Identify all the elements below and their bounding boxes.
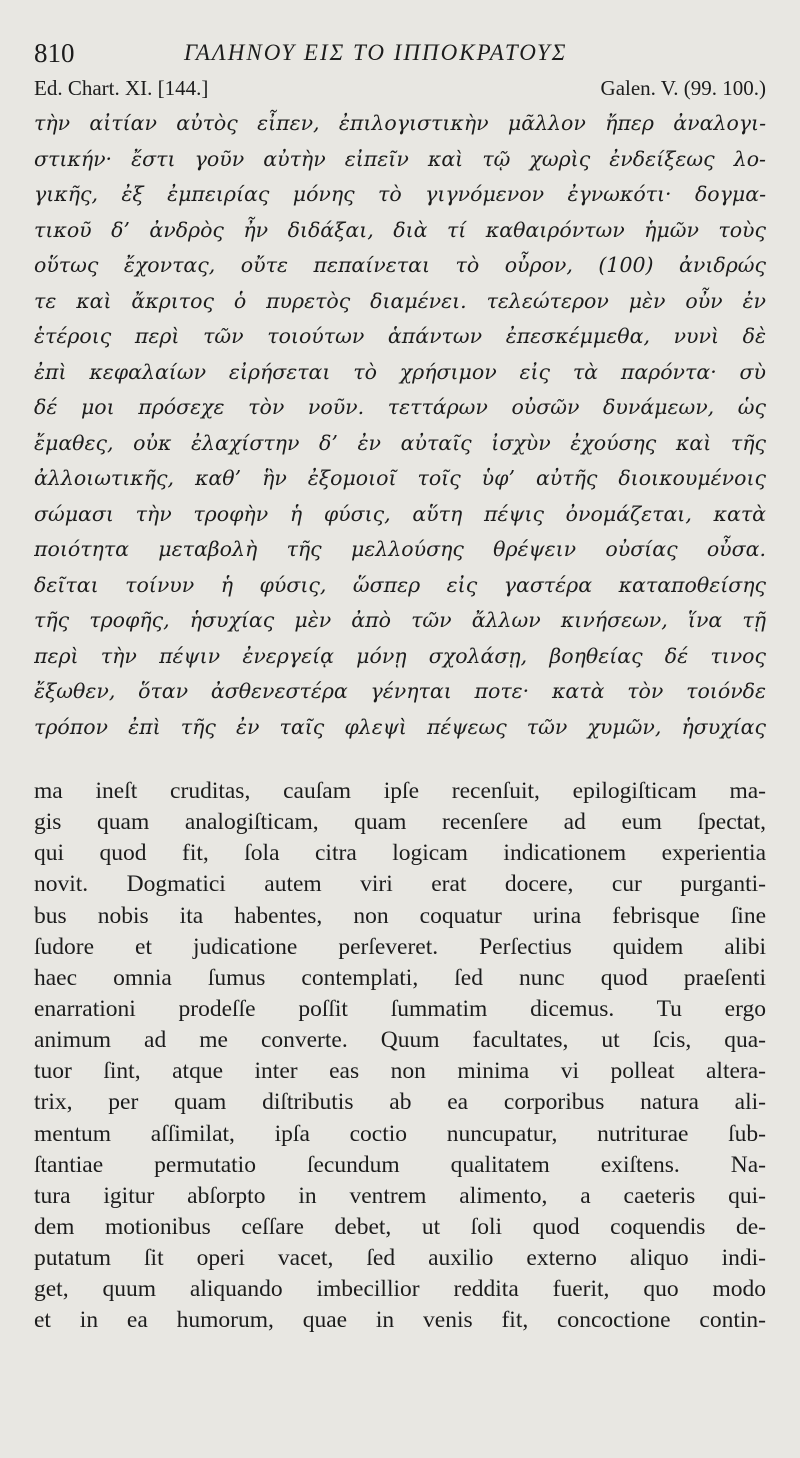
greek-text-line: τικοῦ δ’ ἀνδρὸς ἦν διδάξαι, διὰ τί καθαιρόντων ἡμῶν τοὺς xyxy=(34,217,766,242)
greek-text-line: τὴν αἰτίαν αὐτὸς εἶπεν, ἐπιλογιστικὴν μᾶλλον ἤπερ ἀναλογι- xyxy=(34,111,766,135)
latin-text-line: animum ad me converte. Quum facultates, ut ſcis, qua- xyxy=(34,1027,766,1054)
greek-text-line: σώμασι τὴν τροφὴν ἡ φύσις, αὕτη πέψις ὀνομάζεται, κατὰ xyxy=(34,501,766,526)
greek-text-line: ἔμαθες, οὐκ ἐλαχίστην δ’ ἐν αὐταῖς ἰσχὺν ἐχούσης καὶ τῆς xyxy=(34,430,766,455)
greek-text-line: γικῆς, ἐξ ἐμπειρίας μόνης τὸ γιγνόμενον ἐγνωκότι· δογμα- xyxy=(34,182,766,206)
latin-text-line: get, quum aliquando imbecillior reddita fuerit, quo modo xyxy=(34,1276,766,1303)
latin-text-line: dem motionibus ceſſare debet, ut ſoli quod coquendis de- xyxy=(34,1213,766,1240)
latin-text-line: ſudore et judicatione perſeveret. Perſectius quidem alibi xyxy=(34,933,766,960)
latin-text-line: gis quam analogiſticam, quam recenſere ad eum ſpectat, xyxy=(34,809,766,836)
page-number: 810 xyxy=(34,38,75,68)
edition-references xyxy=(34,76,766,104)
greek-text-line: ἑτέροις περὶ τῶν τοιούτων ἁπάντων ἐπεσκέμμεθα, νυνὶ δὲ xyxy=(34,324,766,348)
edition-ref-left: Ed. Chart. XI. [144.] xyxy=(34,76,209,100)
greek-text-block xyxy=(34,106,766,745)
latin-text-line: tuor ſint, atque inter eas non minima vi polleat altera- xyxy=(34,1058,766,1085)
greek-text-line: δεῖται τοίνυν ἡ φύσις, ὥσπερ εἰς γαστέρα καταποθείσης xyxy=(34,572,766,597)
latin-text-block xyxy=(34,776,766,1337)
page-header xyxy=(34,38,766,72)
greek-text-line: περὶ τὴν πέψιν ἐνεργείᾳ μόνῃ σχολάσῃ, βοηθείας δέ τινος xyxy=(34,643,766,668)
latin-text-line: putatum ſit operi vacet, ſed auxilio externo aliquo indi- xyxy=(34,1245,766,1272)
latin-text-line: bus nobis ita habentes, non coquatur urina febrisque ſine xyxy=(34,902,766,929)
latin-text-line: enarrationi prodeſſe poſſit ſummatim dicemus. Tu ergo xyxy=(34,995,766,1022)
latin-text-line: novit. Dogmatici autem viri erat docere, cur purganti- xyxy=(34,871,766,898)
latin-text-line: ma ineſt cruditas, cauſam ipſe recenſuit, epilogiſticam ma- xyxy=(34,778,766,804)
greek-text-line: ἔξωθεν, ὅταν ἀσθενεστέρα γένηται ποτε· κατὰ τὸν τοιόνδε xyxy=(34,679,766,703)
greek-text-line: δέ μοι πρόσεχε τὸν νοῦν. τεττάρων οὐσῶν δυνάμεων, ὡς xyxy=(34,395,766,419)
latin-text-line: haec omnia ſumus contemplati, ſed nunc quod praeſenti xyxy=(34,964,766,991)
greek-text-line: τῆς τροφῆς, ἡσυχίας μὲν ἀπὸ τῶν ἄλλων κινήσεων, ἵνα τῇ xyxy=(34,608,766,632)
latin-text-line: trix, per quam diſtributis ab ea corporibus natura ali- xyxy=(34,1089,766,1116)
latin-text-line: et in ea humorum, quae in venis fit, concoctione contin- xyxy=(34,1307,766,1334)
greek-text-line: τρόπον ἐπὶ τῆς ἐν ταῖς φλεψὶ πέψεως τῶν χυμῶν, ἡσυχίας xyxy=(34,714,766,739)
latin-text-line: tura igitur abſorpto in ventrem alimento, a caeteris qui- xyxy=(34,1182,766,1209)
greek-text-line: ἀλλοιωτικῆς, καθ’ ἣν ἐξομοιοῖ τοῖς ὑφ’ αὐτῆς διοικουμένοις xyxy=(34,466,766,490)
greek-text-line: ἐπὶ κεφαλαίων εἰρήσεται τὸ χρήσιμον εἰς τὰ παρόντα· σὺ xyxy=(34,359,766,384)
latin-text-line: qui quod fit, ſola citra logicam indicationem experientia xyxy=(34,840,766,867)
running-title: ΓΑΛΗΝΟΥ ΕΙΣ ΤΟ ΙΠΠΟΚΡΑΤΟΥΣ xyxy=(184,40,568,65)
greek-text-line: οὕτως ἔχοντας, οὔτε πεπαίνεται τὸ οὖρον, (100) ἀνιδρώς xyxy=(34,253,766,277)
latin-text-line: ſtantiae permutatio ſecundum qualitatem exiſtens. Na- xyxy=(34,1151,766,1178)
edition-ref-right: Galen. V. (99. 100.) xyxy=(600,76,766,100)
greek-text-line: ποιότητα μεταβολὴ τῆς μελλούσης θρέψειν οὐσίας οὖσα. xyxy=(34,537,766,561)
latin-text-line: mentum aſſimilat, ipſa coctio nuncupatur, nutriturae ſub- xyxy=(34,1120,766,1147)
greek-text-line: τε καὶ ἄκριτος ὁ πυρετὸς διαμένει. τελεώτερον μὲν οὖν ἐν xyxy=(34,288,766,313)
greek-text-line: στικήν· ἔστι γοῦν αὐτὴν εἰπεῖν καὶ τῷ χωρὶς ἐνδείξεως λο- xyxy=(34,146,766,171)
